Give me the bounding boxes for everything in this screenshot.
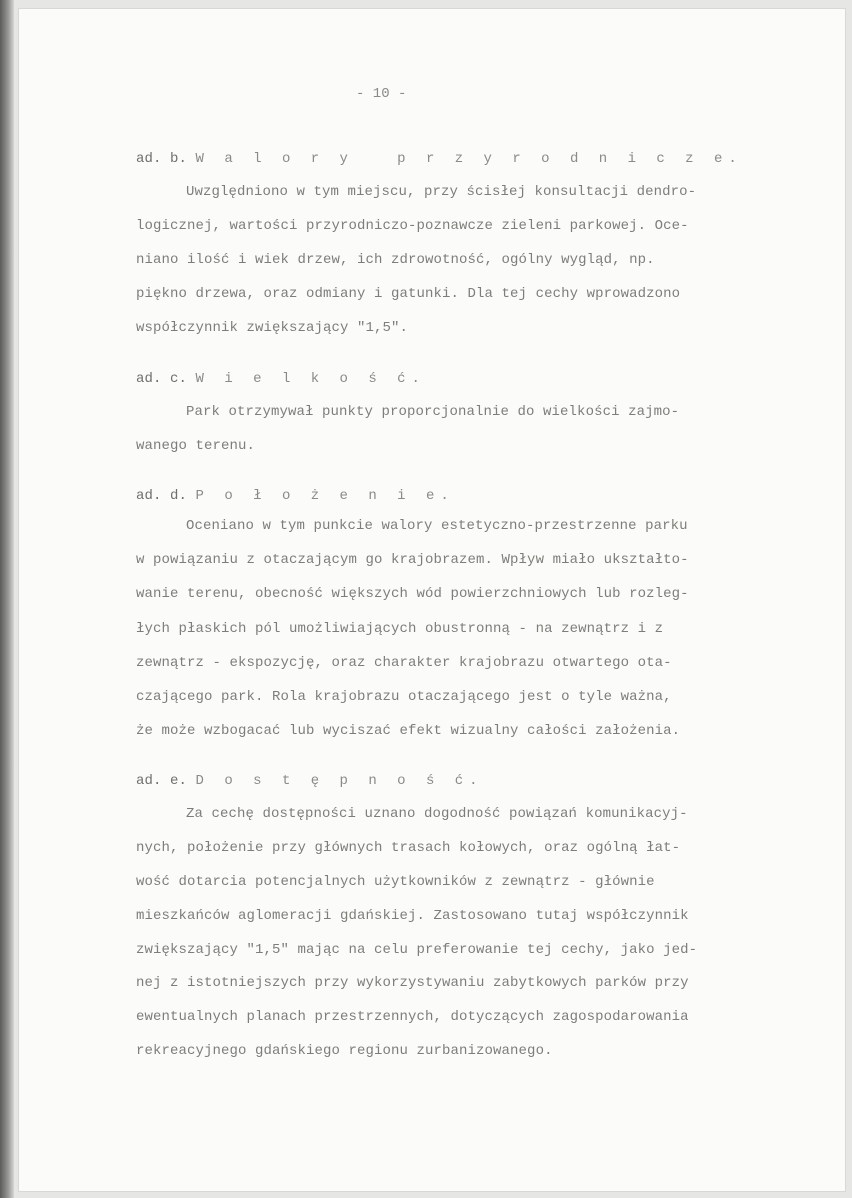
section-e-line-1: Za cechę dostępności uznano dogodność powiązań komunikacyj- — [186, 806, 688, 822]
section-c-heading — [136, 370, 426, 388]
section-b-line-4: piękno drzewa, oraz odmiany i gatunki. Dla tej cechy wprowadzono — [136, 286, 681, 302]
section-b-line-1: Uwzględniono w tym miejscu, przy ścisłej konsultacji dendro- — [186, 184, 697, 200]
section-b-heading — [136, 150, 743, 168]
section-d-title: P o ł o ż e n i e. — [195, 488, 455, 504]
section-e-line-6: nej z istotniejszych przy wykorzystywaniu zabytkowych parków przy — [136, 975, 689, 991]
section-e-line-5: zwiększający "1,5" mając na celu preferowanie tej cechy, jako jed- — [136, 942, 698, 958]
page-number: - 10 - — [356, 86, 407, 102]
section-e-heading — [136, 772, 484, 790]
section-e-label: ad. e. — [136, 773, 188, 789]
section-c-line-1: Park otrzymywał punkty proporcjonalnie do wielkości zajmo- — [186, 404, 680, 420]
section-e-line-7: ewentualnych planach przestrzennych, dotyczących zagospodarowania — [136, 1009, 689, 1025]
section-b-label: ad. b. — [136, 151, 188, 167]
section-d-label: ad. d. — [136, 488, 188, 504]
section-d-line-3: wanie terenu, obecność większych wód powierzchniowych lub rozleg- — [136, 586, 689, 602]
section-d-line-1: Oceniano w tym punkcie walory estetyczno-przestrzenne parku — [186, 518, 688, 534]
section-e-line-3: wość dotarcia potencjalnych użytkowników z zewnątrz - głównie — [136, 874, 655, 890]
section-b-title: W a l o r y p r z y r o d n i c z e. — [195, 151, 743, 167]
section-b-line-2: logicznej, wartości przyrodniczo-poznawcze zieleni parkowej. Oce- — [136, 218, 689, 234]
section-d-line-7: że może wzbogacać lub wyciszać efekt wizualny całości założenia. — [136, 723, 681, 739]
scan-edge — [0, 0, 14, 1198]
section-e-line-8: rekreacyjnego gdańskiego regionu zurbanizowanego. — [136, 1043, 553, 1059]
section-b-line-5: współczynnik zwiększający "1,5". — [136, 320, 409, 336]
section-c-label: ad. c. — [136, 371, 188, 387]
section-e-line-4: mieszkańców aglomeracji gdańskiej. Zastosowano tutaj współczynnik — [136, 908, 689, 924]
section-d-heading — [136, 487, 455, 505]
section-d-line-4: łych płaskich pól umożliwiających obustronną - na zewnątrz i z — [136, 621, 664, 637]
section-d-line-2: w powiązaniu z otaczającym go krajobrazem. Wpływ miało ukształto- — [136, 552, 689, 568]
section-d-line-6: czającego park. Rola krajobrazu otaczającego jest o tyle ważna, — [136, 689, 672, 705]
section-c-title: W i e l k o ś ć. — [195, 371, 426, 387]
section-b-line-3: niano ilość i wiek drzew, ich zdrowotność, ogólny wygląd, np. — [136, 252, 655, 268]
section-e-line-2: nych, położenie przy głównych trasach kołowych, oraz ogólną łat- — [136, 840, 681, 856]
section-e-title: D o s t ę p n o ś ć. — [195, 773, 484, 789]
section-d-line-5: zewnątrz - ekspozycję, oraz charakter krajobrazu otwartego ota- — [136, 655, 672, 671]
section-c-line-2: wanego terenu. — [136, 438, 256, 454]
